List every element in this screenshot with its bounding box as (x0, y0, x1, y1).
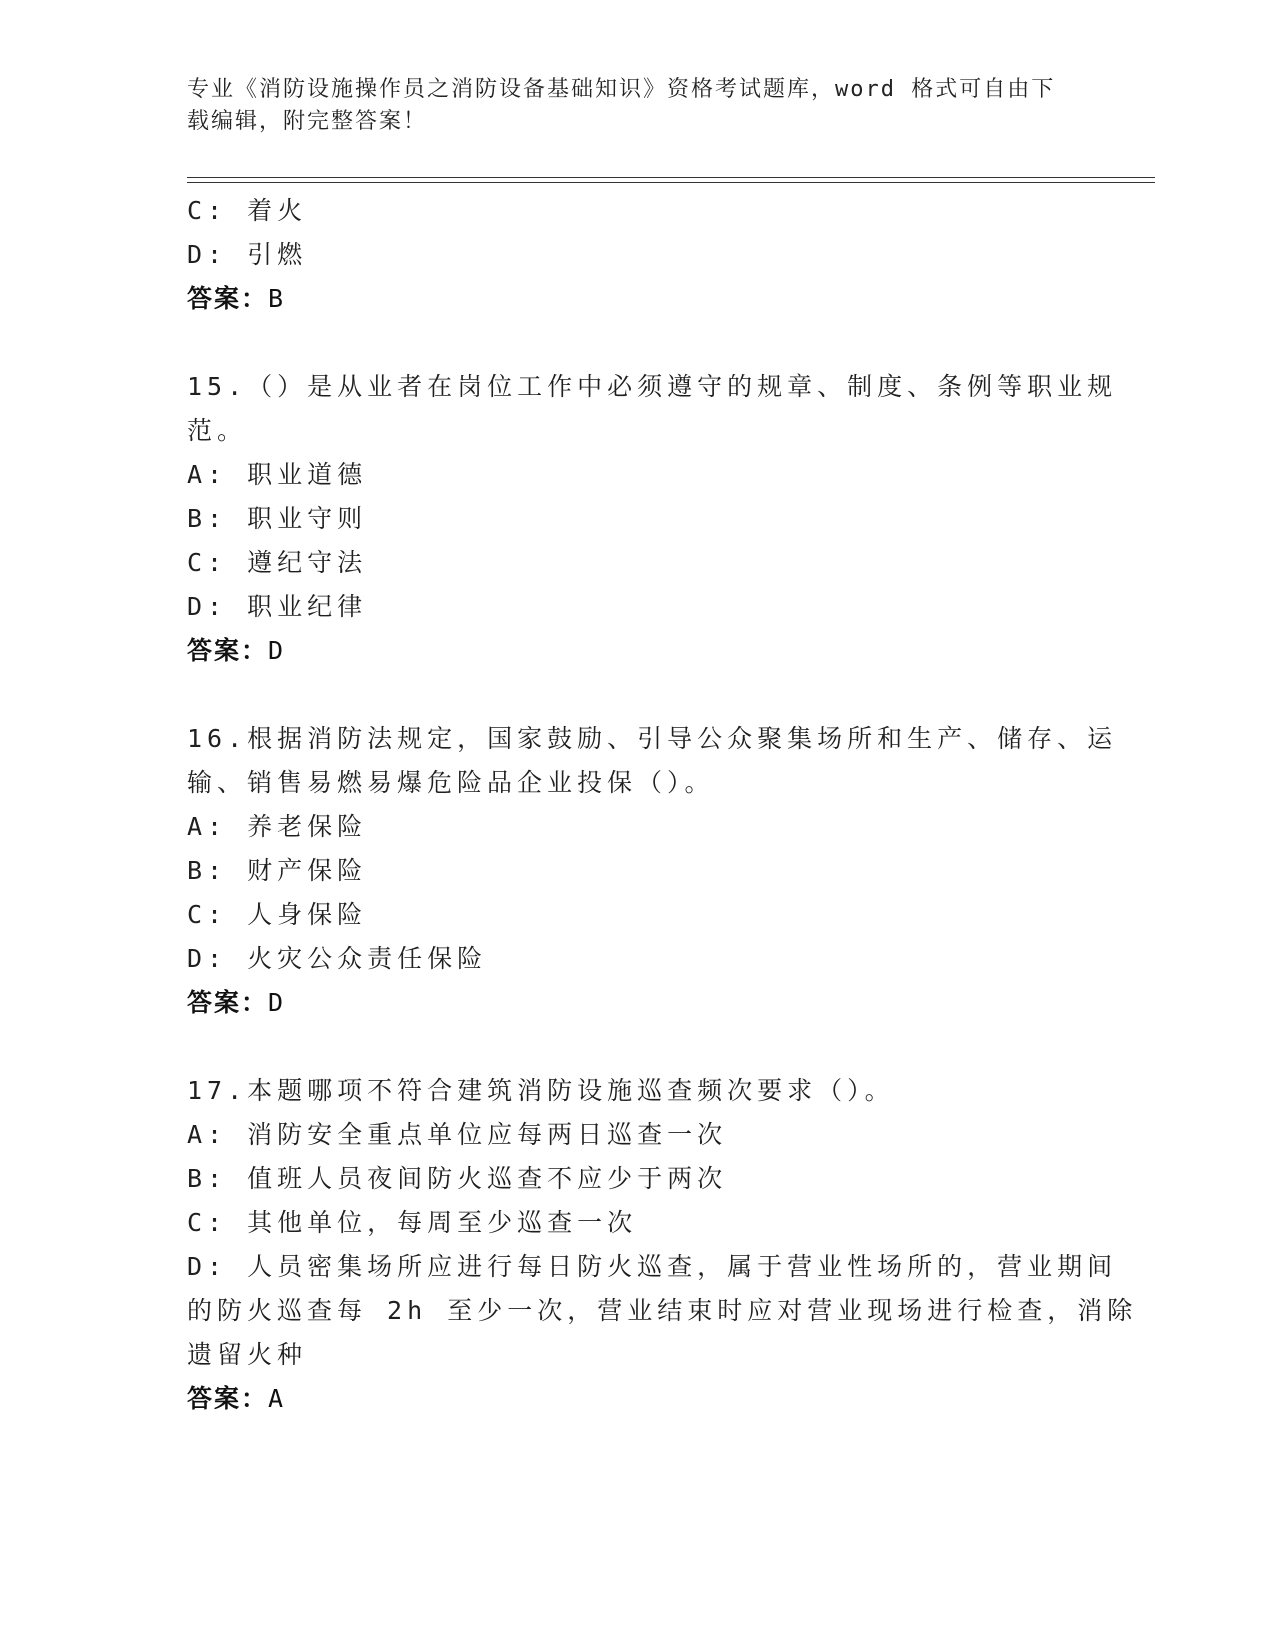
answer-value: D (268, 988, 286, 1017)
q16-answer (187, 986, 285, 1020)
header-rule-top (187, 177, 1155, 178)
q16-stem-line-2: 输、销售易燃易爆危险品企业投保（）。 (187, 768, 715, 797)
q17-option-d-line-3: 遗留火种 (187, 1340, 308, 1369)
q17-option-c: C: 其他单位，每周至少巡查一次 (187, 1208, 638, 1237)
q17-option-d-line-1: D: 人员密集场所应进行每日防火巡查，属于营业性场所的，营业期间 (187, 1252, 1118, 1281)
q17-stem-line-1: 17.本题哪项不符合建筑消防设施巡查频次要求（）。 (187, 1076, 895, 1105)
q15-option-c: C: 遵纪守法 (187, 548, 368, 577)
answer-label: 答案： (187, 636, 269, 665)
q17-option-d-line-2: 的防火巡查每 2h 至少一次，营业结束时应对营业现场进行检查，消除 (187, 1296, 1138, 1325)
q15-answer (187, 634, 285, 668)
q15-option-a: A: 职业道德 (187, 460, 368, 489)
answer-label: 答案： (187, 988, 269, 1017)
q14-option-c: C: 着火 (187, 196, 308, 225)
header-line-1: 专业《消防设施操作员之消防设备基础知识》资格考试题库，word 格式可自由下 (187, 77, 1056, 102)
answer-value: A (268, 1384, 286, 1413)
answer-label: 答案： (187, 284, 269, 313)
document-header (187, 74, 1087, 138)
header-rule-bottom (187, 182, 1155, 183)
q14-option-d: D: 引燃 (187, 240, 308, 269)
q15-stem-line-2: 范。 (187, 416, 248, 445)
q17-option-a: A: 消防安全重点单位应每两日巡查一次 (187, 1120, 728, 1149)
q15-option-d: D: 职业纪律 (187, 592, 368, 621)
answer-label: 答案： (187, 1384, 269, 1413)
answer-value: D (268, 636, 286, 665)
q15-option-b: B: 职业守则 (187, 504, 368, 533)
q16-option-b: B: 财产保险 (187, 856, 368, 885)
q16-option-d: D: 火灾公众责任保险 (187, 944, 488, 973)
q17-answer (187, 1382, 285, 1416)
q17-option-b: B: 值班人员夜间防火巡查不应少于两次 (187, 1164, 728, 1193)
q14-answer (187, 282, 285, 316)
q15-stem-line-1: 15.（）是从业者在岗位工作中必须遵守的规章、制度、条例等职业规 (187, 372, 1118, 401)
header-line-2: 载编辑，附完整答案！ (187, 109, 428, 134)
q16-option-a: A: 养老保险 (187, 812, 368, 841)
answer-value: B (268, 284, 286, 313)
q16-option-c: C: 人身保险 (187, 900, 368, 929)
q16-stem-line-1: 16.根据消防法规定，国家鼓励、引导公众聚集场所和生产、储存、运 (187, 724, 1118, 753)
